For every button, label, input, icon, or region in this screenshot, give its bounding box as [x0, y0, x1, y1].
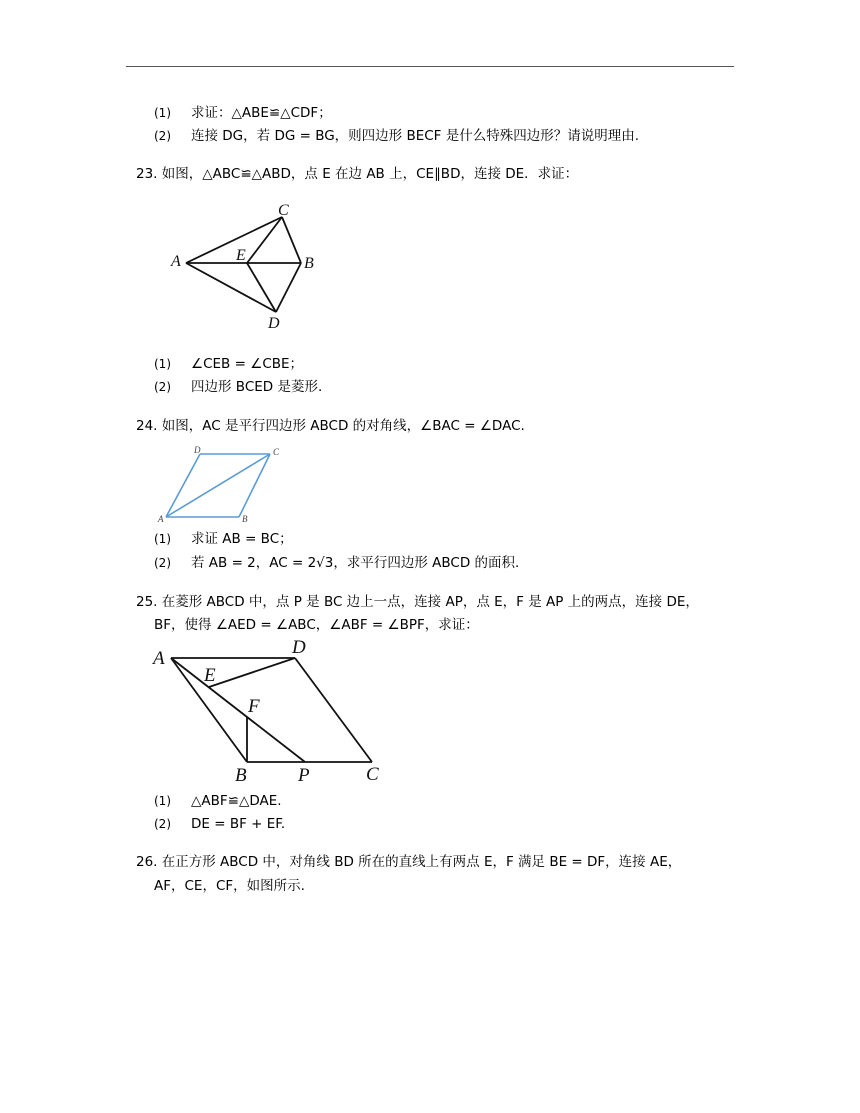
q23-part2-text: 四边形 BCED 是菱形. — [191, 379, 323, 395]
q22-part2-text: 连接 DG，若 DG = BG，则四边形 BECF 是什么特殊四边形？请说明理由. — [191, 128, 640, 144]
q22-part2-number: (2) — [154, 129, 171, 143]
q24-part1 — [154, 530, 293, 548]
q24-figure — [156, 443, 286, 525]
q24-part1-text: 求证 AB = BC； — [191, 531, 293, 547]
q25-part1 — [154, 792, 282, 810]
q24-label-a: A — [158, 514, 164, 524]
q23-figure — [168, 198, 328, 333]
q25-figure — [150, 636, 395, 786]
q23-segment-db — [276, 263, 301, 312]
q23-part2-number: (2) — [154, 380, 171, 394]
q24-part1-number: (1) — [154, 532, 171, 546]
q24-part2-text: 若 AB = 2，AC = 2√3，求平行四边形 ABCD 的面积. — [191, 555, 520, 571]
q23-segment-ce — [247, 217, 282, 263]
q24-part2 — [154, 554, 519, 572]
q23-label-b: B — [304, 255, 314, 272]
q23-label-a: A — [171, 253, 181, 270]
q23-part1 — [154, 355, 303, 373]
q25-label-e: E — [204, 665, 216, 686]
q23-part2 — [154, 378, 322, 396]
q25-stem-line2: BF，使得 ∠AED = ∠ABC，∠ABF = ∠BPF，求证： — [154, 617, 479, 633]
q22-part1-number: (1) — [154, 106, 171, 120]
q25-label-d: D — [292, 637, 306, 658]
q24-label-b: B — [242, 514, 248, 524]
q24-label-c: C — [273, 447, 280, 457]
q25-part2 — [154, 815, 285, 833]
q24-part2-number: (2) — [154, 556, 171, 570]
q25-segment-ap — [171, 658, 305, 762]
q25-segment-dc — [295, 658, 372, 762]
q23-label-d: D — [268, 315, 280, 332]
q23-part1-number: (1) — [154, 357, 171, 371]
q24-label-d: D — [194, 445, 201, 455]
q25-label-c: C — [366, 764, 379, 785]
q25-part2-number: (2) — [154, 817, 171, 831]
q25-label-p: P — [298, 765, 310, 786]
q25-label-f: F — [248, 696, 260, 717]
q25-label-b: B — [235, 765, 247, 786]
q25-part1-text: △ABF≌△DAE. — [191, 793, 282, 809]
q23-label-e: E — [236, 247, 246, 264]
q23-label-c: C — [278, 202, 289, 219]
q24-stem: 24. 如图，AC 是平行四边形 ABCD 的对角线，∠BAC = ∠DAC. — [136, 418, 525, 434]
q23-stem: 23. 如图，△ABC≌△ABD，点 E 在边 AB 上，CE∥BD，连接 DE．求证： — [136, 166, 579, 182]
q25-label-a: A — [153, 648, 165, 669]
q25-segment-de — [209, 658, 295, 687]
q26-stem-line1: 26. 在正方形 ABCD 中，对角线 BD 所在的直线上有两点 E，F 满足 BE = DF，连接 AE， — [136, 854, 682, 870]
q23-segment-ac — [186, 217, 282, 263]
q25-stem-line1: 25. 在菱形 ABCD 中，点 P 是 BC 边上一点，连接 AP，点 E，F 是 AP 上的两点，连接 DE， — [136, 594, 699, 610]
q22-part1 — [154, 104, 332, 122]
q23-segment-cb — [282, 217, 301, 263]
header-rule — [126, 66, 734, 67]
q25-part1-number: (1) — [154, 794, 171, 808]
q22-part2 — [154, 127, 639, 145]
q22-part1-text: 求证：△ABE≌△CDF； — [191, 105, 332, 121]
q25-part2-text: DE = BF + EF. — [191, 816, 286, 832]
q26-stem-line2: AF，CE，CF，如图所示. — [154, 878, 305, 894]
q23-part1-text: ∠CEB = ∠CBE； — [191, 356, 304, 372]
